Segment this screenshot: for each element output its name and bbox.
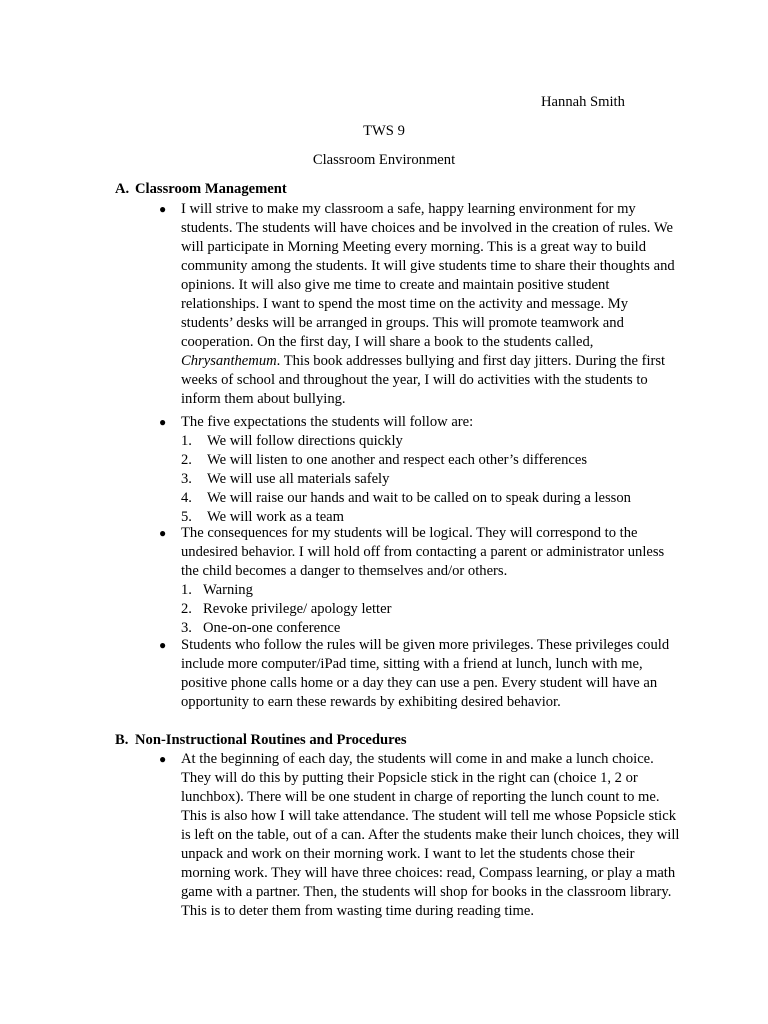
- section-b-bullet-1: [159, 750, 681, 921]
- section-a-letter: A.: [115, 181, 130, 197]
- section-a-bullet-2: [159, 413, 681, 527]
- section-b-heading: [115, 731, 407, 750]
- bullet-icon: ●: [159, 638, 167, 652]
- list-item: 2. Revoke privilege/ apology letter: [181, 601, 392, 617]
- author-name: Hannah Smith: [541, 94, 625, 110]
- document-title: Classroom Environment: [312, 152, 456, 168]
- bullet-text: The five expectations the students will follow are:: [181, 414, 474, 430]
- list-item: 1. Warning: [181, 582, 253, 598]
- list-item: 2. We will listen to one another and respect each other’s differences: [181, 452, 588, 468]
- bullet-text: Students who follow the rules will be given more privileges. These privileges could include more computer/iPad time, sitting with a friend at lunch, lunch with me, positive phone calls home or a day they can use a pen. Every student will have an opportunity to earn these rewards by exhibiting desired behavior.: [181, 637, 670, 710]
- bullet-text: The consequences for my students will be logical. They will correspond to the undesired behavior. I will hold off from contacting a parent or administrator unless the child becomes a danger to themselves and/or others.: [181, 525, 665, 579]
- bullet-icon: ●: [159, 752, 167, 766]
- course-label: TWS 9: [363, 123, 405, 139]
- list-item: 4. We will raise our hands and wait to be called on to speak during a lesson: [181, 490, 631, 506]
- bullet-icon: ●: [159, 202, 167, 216]
- list-item: 3. One-on-one conference: [181, 620, 341, 636]
- section-b-title: Non-Instructional Routines and Procedures: [135, 732, 407, 748]
- section-a-heading: [115, 180, 287, 199]
- bullet-text: I will strive to make my classroom a safe, happy learning environment for my students. The students will have choices and be involved in the creation of rules. We will participate in Morning Meeting every morning. This is a great way to build community among the students. It will give students time to share their thoughts and opinions. It will also give me time to create and maintain positive student relationships. I want to spend the most time on the activity and message. My students’ desks will be arranged in groups. This will promote teamwork and cooperation. On the first day, I will share a book to the students called, Chrysanthemum. This book addresses bullying and first day jitters. During the first weeks of school and throughout the year, I will do activities with the students to inform them about bullying.: [181, 201, 675, 407]
- book-title: Chrysanthemum: [181, 353, 277, 369]
- section-b-letter: B.: [115, 732, 129, 748]
- expectations-list: [181, 432, 681, 527]
- bullet-text: At the beginning of each day, the students will come in and make a lunch choice. They will do this by putting their Popsicle stick in the right can (choice 1, 2 or lunchbox). There will be one student in charge of reporting the lunch count to me. This is also how I will take attendance. The student will tell me whose Popsicle stick is left on the table, out of a can. After the students make their lunch choices, they will unpack and work on their morning work. I want to let the students chose their morning work. They will have three choices: read, Compass learning, or play a math game with a partner. Then, the students will shop for books in the classroom library. This is to deter them from wasting time during reading time.: [181, 751, 680, 919]
- section-a-bullet-3: [159, 524, 681, 638]
- consequences-list: [181, 581, 681, 638]
- list-item: 3. We will use all materials safely: [181, 471, 390, 487]
- section-a-title: Classroom Management: [135, 181, 287, 197]
- list-item: 5. We will work as a team: [181, 509, 345, 525]
- bullet-icon: ●: [159, 415, 167, 429]
- bullet-icon: ●: [159, 526, 167, 540]
- list-item: 1. We will follow directions quickly: [181, 433, 403, 449]
- section-a-bullet-4: [159, 636, 681, 712]
- section-a-bullet-1: [159, 200, 681, 409]
